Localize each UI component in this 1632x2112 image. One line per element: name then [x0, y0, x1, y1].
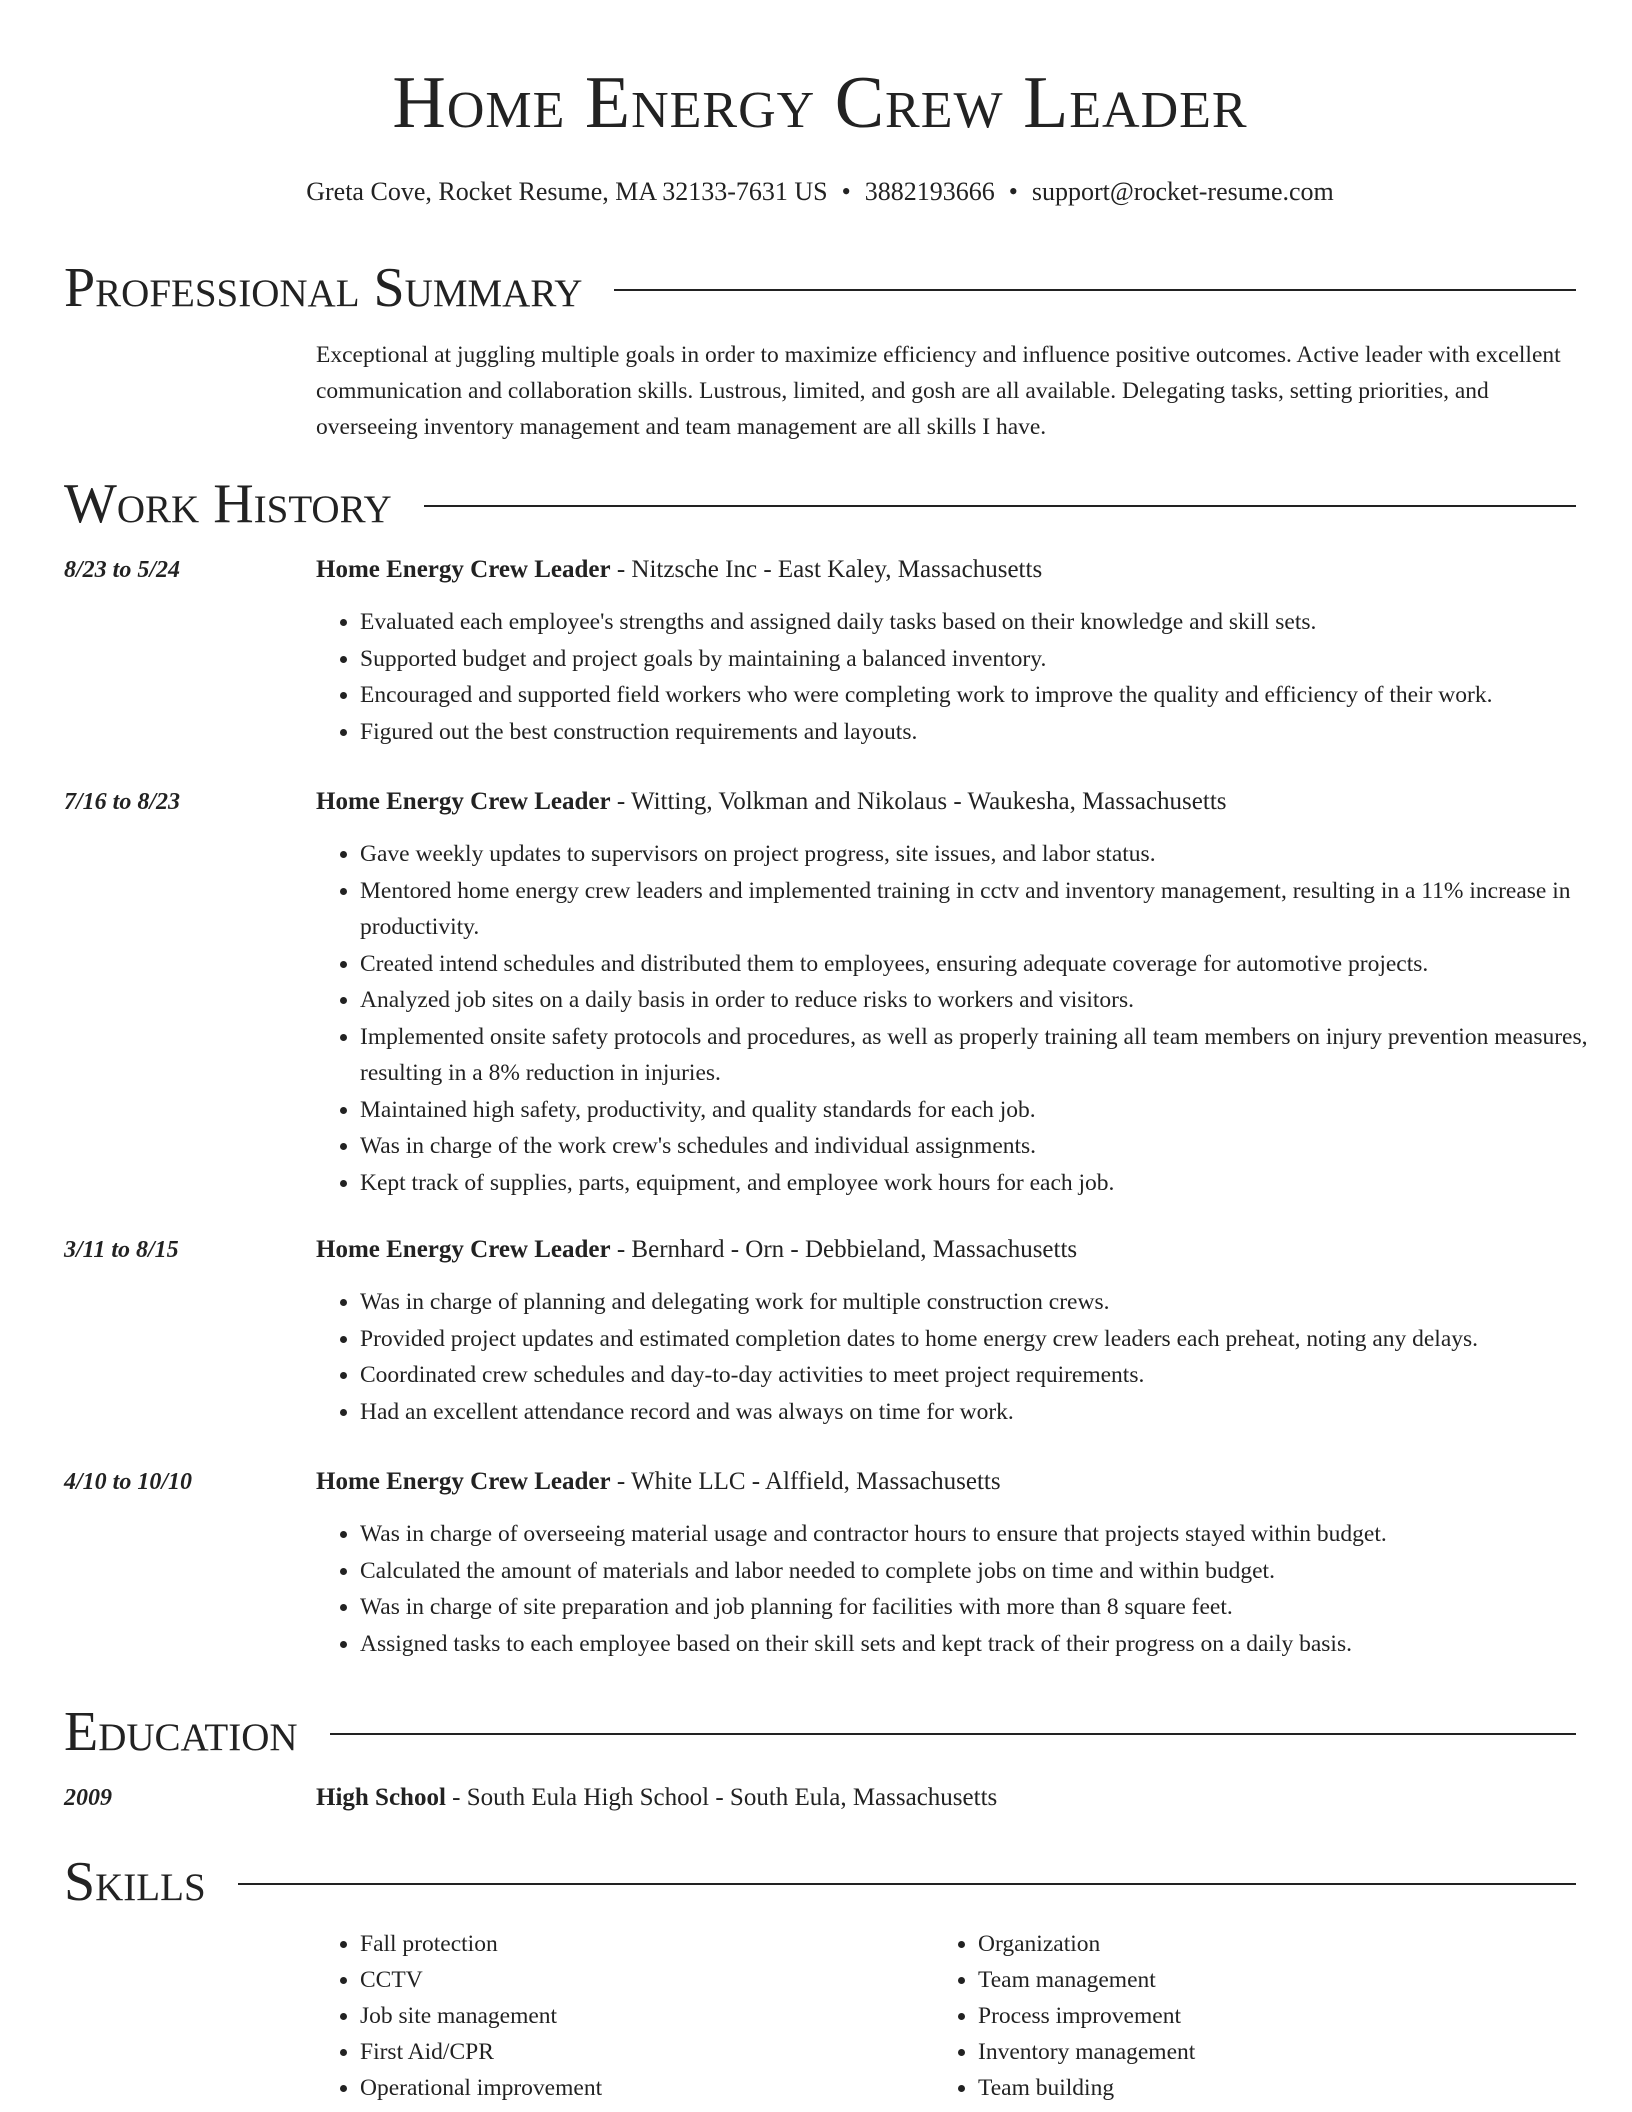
- job-bullet: • Supported budget and project goals by maintaining a balanced inventory.: [360, 641, 1620, 678]
- job-bullet: • Mentored home energy crew leaders and implemented training in cctv and inventory management, resulting in a 11% increase in productivity.: [360, 873, 1620, 946]
- job-bullet: • Encouraged and supported field workers who were completing work to improve the quality and efficiency of their work.: [360, 677, 1620, 714]
- contact-address: Greta Cove, Rocket Resume, MA 32133-7631 US: [306, 177, 828, 206]
- job-heading: [316, 552, 1576, 588]
- job-bullet: • Figured out the best construction requirements and layouts.: [360, 714, 1620, 751]
- job-bullet: • Was in charge of planning and delegating work for multiple construction crews.: [360, 1284, 1620, 1321]
- job-dates: 7/16 to 8/23: [64, 789, 181, 815]
- summary-text: Exceptional at juggling multiple goals in order to maximize efficiency and influence positive outcomes. Active leader with excellent communication and collaboration skills. Lustrous, limited, and gosh are all available. Delegating tasks, setting priorities, and overseeing inventory management and team management are all skills I have.: [316, 342, 1561, 440]
- contact-line: [64, 174, 1576, 210]
- job-bullet: • Kept track of supplies, parts, equipment, and employee work hours for each job.: [360, 1165, 1620, 1202]
- job-dates: 4/10 to 10/10: [64, 1469, 193, 1495]
- job-title: Home Energy Crew Leader: [316, 1468, 611, 1495]
- job-bullet: • Evaluated each employee's strengths and assigned daily tasks based on their knowledge and skill sets.: [360, 604, 1620, 641]
- section-title-summary: Professional Summary: [64, 257, 583, 319]
- section-rule: [614, 289, 1576, 291]
- skills-column-2: [934, 1926, 1195, 2106]
- job-heading: [316, 1464, 1576, 1500]
- job-title: Home Energy Crew Leader: [316, 788, 611, 815]
- education-heading: [316, 1780, 1576, 1816]
- contact-separator: •: [841, 177, 851, 206]
- job-title: Home Energy Crew Leader: [316, 1236, 611, 1263]
- job-bullet: • Was in charge of site preparation and job planning for facilities with more than 8 square feet.: [360, 1589, 1620, 1626]
- skill-item: • Organization: [978, 1926, 1195, 1962]
- skill-item: • Process improvement: [978, 1998, 1195, 2034]
- skill-item: • CCTV: [360, 1962, 602, 1998]
- skill-item: • Team building: [978, 2070, 1195, 2106]
- section-title-education: Education: [64, 1701, 298, 1763]
- job-bullet: • Calculated the amount of materials and labor needed to complete jobs on time and within budget.: [360, 1553, 1620, 1590]
- section-rule: [330, 1733, 1576, 1735]
- skill-item: • Team management: [978, 1962, 1195, 1998]
- education-details: - South Eula High School - South Eula, Massachusetts: [445, 1784, 998, 1811]
- section-title-skills: Skills: [64, 1851, 206, 1913]
- job-title: Home Energy Crew Leader: [316, 556, 611, 583]
- section-header-skills: [64, 1850, 1576, 1914]
- skill-item: • Fall protection: [360, 1926, 602, 1962]
- skill-item: • Inventory management: [978, 2034, 1195, 2070]
- skills-column-1: [316, 1926, 602, 2106]
- job-bullets: [316, 836, 1620, 1201]
- job-bullet: • Was in charge of the work crew's schedules and individual assignments.: [360, 1128, 1620, 1165]
- contact-email: support@rocket-resume.com: [1031, 177, 1334, 206]
- job-bullets: [316, 1516, 1620, 1662]
- job-details: - Nitzsche Inc - East Kaley, Massachusetts: [610, 556, 1043, 583]
- job-bullet: • Had an excellent attendance record and was always on time for work.: [360, 1394, 1620, 1431]
- job-bullet: • Created intend schedules and distributed them to employees, ensuring adequate coverage for automotive projects.: [360, 946, 1620, 983]
- job-heading: [316, 784, 1576, 820]
- section-rule: [424, 505, 1576, 507]
- section-header-summary: [64, 256, 1576, 320]
- job-details: - Bernhard - Orn - Debbieland, Massachusetts: [610, 1236, 1078, 1263]
- job-heading: [316, 1232, 1576, 1268]
- job-bullet: • Coordinated crew schedules and day-to-day activities to meet project requirements.: [360, 1357, 1620, 1394]
- job-details: - Witting, Volkman and Nikolaus - Waukesha, Massachusetts: [610, 788, 1227, 815]
- education-degree: High School: [316, 1784, 446, 1811]
- job-bullet: • Analyzed job sites on a daily basis in order to reduce risks to workers and visitors.: [360, 982, 1620, 1019]
- resume-title: Home Energy Crew Leader: [392, 62, 1248, 144]
- section-header-education: [64, 1700, 1576, 1764]
- job-bullet: • Implemented onsite safety protocols and procedures, as well as properly training all team members on injury prevention measures, resulting in a 8% reduction in injuries.: [360, 1019, 1620, 1092]
- job-bullet: • Maintained high safety, productivity, and quality standards for each job.: [360, 1092, 1620, 1129]
- job-bullet: • Assigned tasks to each employee based on their skill sets and kept track of their progress on a daily basis.: [360, 1626, 1620, 1663]
- job-bullet: • Gave weekly updates to supervisors on project progress, site issues, and labor status.: [360, 836, 1620, 873]
- section-rule: [238, 1883, 1576, 1885]
- skill-item: • Job site management: [360, 1998, 602, 2034]
- section-title-work-history: Work History: [64, 473, 392, 535]
- job-bullets: [316, 604, 1620, 750]
- job-dates: 8/23 to 5/24: [64, 557, 181, 583]
- skill-item: • Operational improvement: [360, 2070, 602, 2106]
- job-bullet: • Provided project updates and estimated completion dates to home energy crew leaders each preheat, noting any delays.: [360, 1321, 1620, 1358]
- education-year: 2009: [64, 1785, 112, 1811]
- job-bullets: [316, 1284, 1620, 1430]
- skill-item: • First Aid/CPR: [360, 2034, 602, 2070]
- job-dates: 3/11 to 8/15: [64, 1237, 179, 1263]
- job-bullet: • Was in charge of overseeing material usage and contractor hours to ensure that projects stayed within budget.: [360, 1516, 1620, 1553]
- section-header-work-history: [64, 472, 1576, 536]
- job-details: - White LLC - Alffield, Massachusetts: [610, 1468, 1001, 1495]
- contact-phone: 3882193666: [864, 177, 995, 206]
- contact-separator: •: [1008, 177, 1018, 206]
